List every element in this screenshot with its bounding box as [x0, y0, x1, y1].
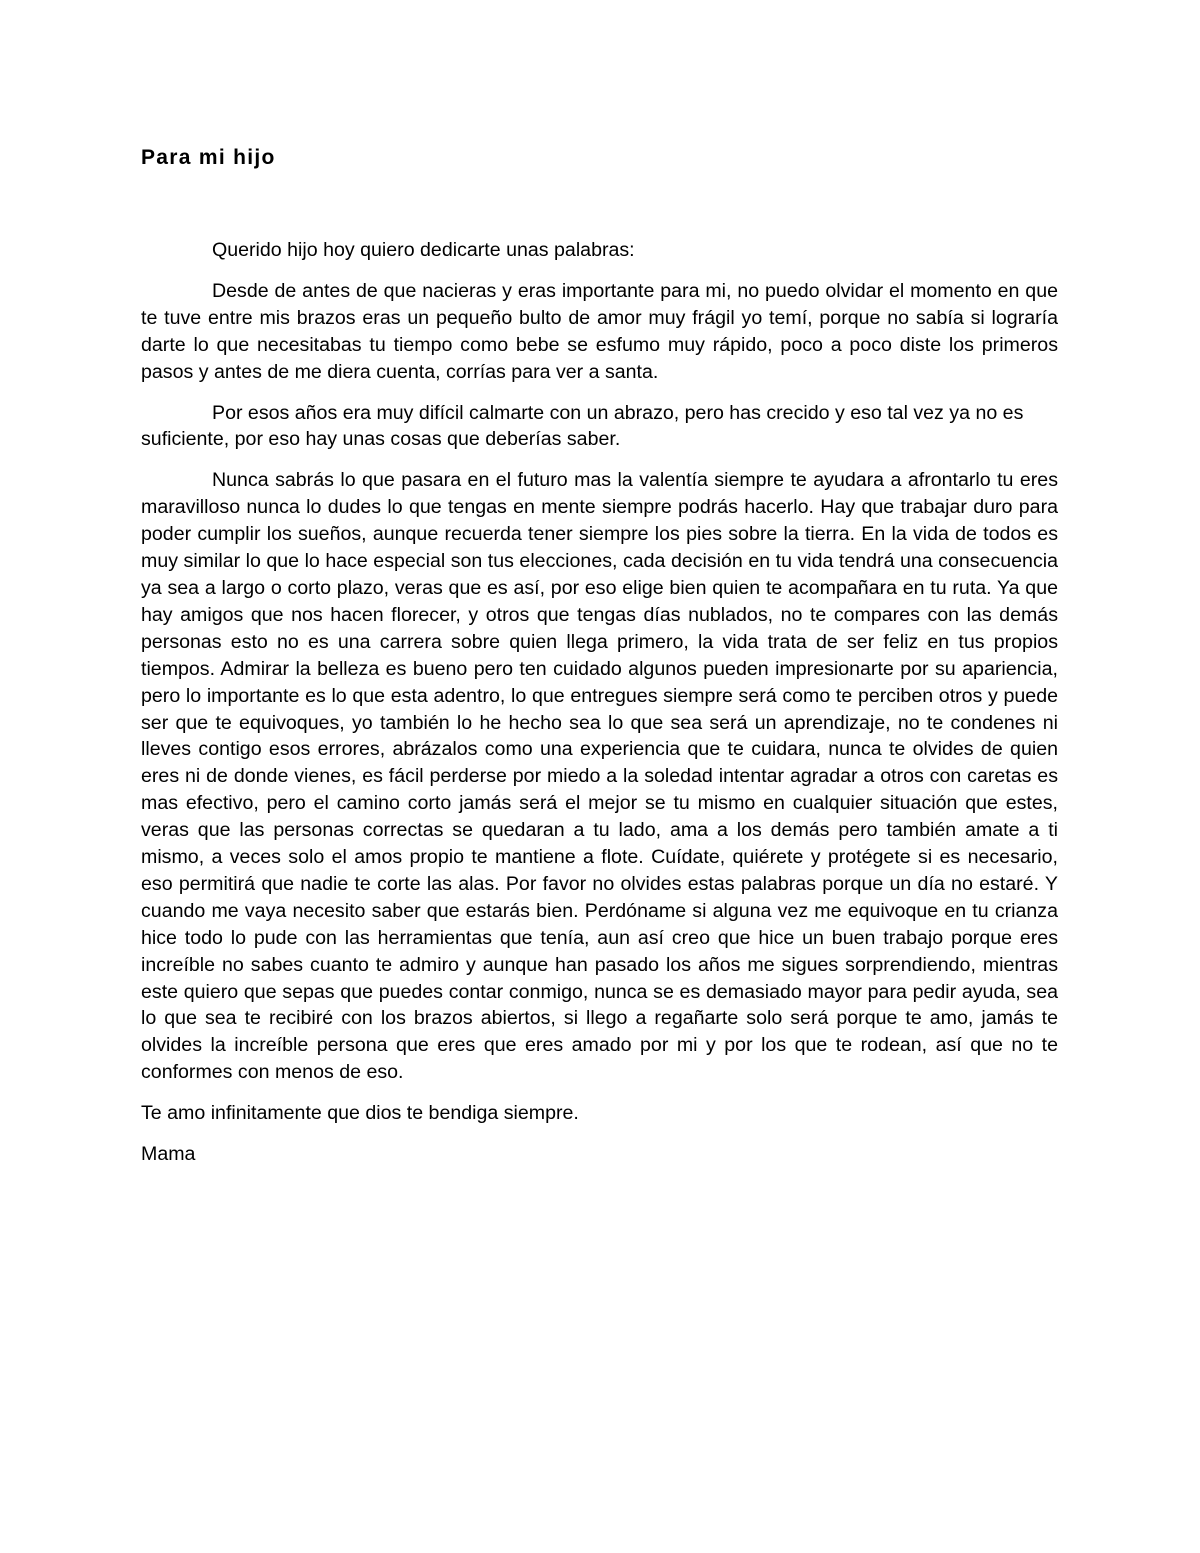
document-title: Para mi hijo: [141, 146, 276, 169]
paragraph-2: Por esos años era muy difícil calmarte con un abrazo, pero has crecido y eso tal vez ya no es suficiente, por eso hay unas cosas que deberías saber.: [141, 401, 1024, 451]
greeting-paragraph: Querido hijo hoy quiero dedicarte unas palabras:: [212, 239, 635, 261]
paragraph-3: Nunca sabrás lo que pasara en el futuro mas la valentía siempre te ayudara a afrontarlo tu eres maravilloso nunca lo dudes lo que tengas en mente siempre podrás hacerlo. Hay que trabajar duro para poder cumplir los sueños, aunque recuerda tener siempre los pies sobre la tierra. En la vida de todos es muy similar lo que lo hace especial son tus elecciones, cada decisión en tu vida tendrá una consecuencia ya sea a largo o corto plazo, veras que es así, por eso elige bien quien te acompañara en tu ruta. Ya que hay amigos que nos hacen florecer, y otros que tengas días nublados, no te compares con las demás personas esto no es una carrera sobre quien llega primero, la vida trata de ser feliz en tus propios tiempos. Admirar la belleza es bueno pero ten cuidado algunos pueden impresionarte por su apariencia, pero lo importante es lo que esta adentro, lo que entregues siempre será como te perciben otros y puede ser que te equivoques, yo también lo he hecho sea lo que sea será un aprendizaje, no te condenes ni lleves contigo esos errores, abrázalos como una experiencia que te cuidara, nunca te olvides de quien eres ni de donde vienes, es fácil perderse por miedo a la soledad intentar agradar a otros con caretas es mas efectivo, pero el camino corto jamás será el mejor se tu mismo en cualquier situación que estes, veras que las personas correctas se quedaran a tu lado, ama a los demás pero también amate a ti mismo, a veces solo el amos propio te mantiene a flote. Cuídate, quiérete y protégete si es necesario, eso permitirá que nadie te corte las alas. Por favor no olvides estas palabras porque un día no estaré. Y cuando me vaya necesito saber que estarás bien. Perdóname si alguna vez me equivoque en tu crianza hice todo lo pude con las herramientas que tenía, aun así creo que hice un buen trabajo porque eres increíble no sabes cuanto te admiro y aunque han pasado los años me sigues sorprendiendo, mientras este quiero que sepas que puedes contar conmigo, nunca se es demasiado mayor para pedir ayuda, sea lo que sea te recibiré con los brazos abiertos, si llego a regañarte solo será porque te amo, jamás te olvides la increíble persona que eres que eres amado por mi y por los que te rodean, así que no te conformes con menos de eso.: [141, 469, 1058, 1084]
document-body: [141, 237, 1058, 1182]
closing-line: Te amo infinitamente que dios te bendiga siempre.: [141, 1102, 579, 1125]
signature: Mama: [141, 1143, 196, 1166]
paragraph-1: Desde de antes de que nacieras y eras importante para mi, no puedo olvidar el momento en que te tuve entre mis brazos eras un pequeño bulto de amor muy frágil yo temí, porque no sabía si lograría darte lo que necesitabas tu tiempo como bebe se esfumo muy rápido, poco a poco diste los primeros pasos y antes de me diera cuenta, corrías para ver a santa.: [141, 279, 1058, 383]
